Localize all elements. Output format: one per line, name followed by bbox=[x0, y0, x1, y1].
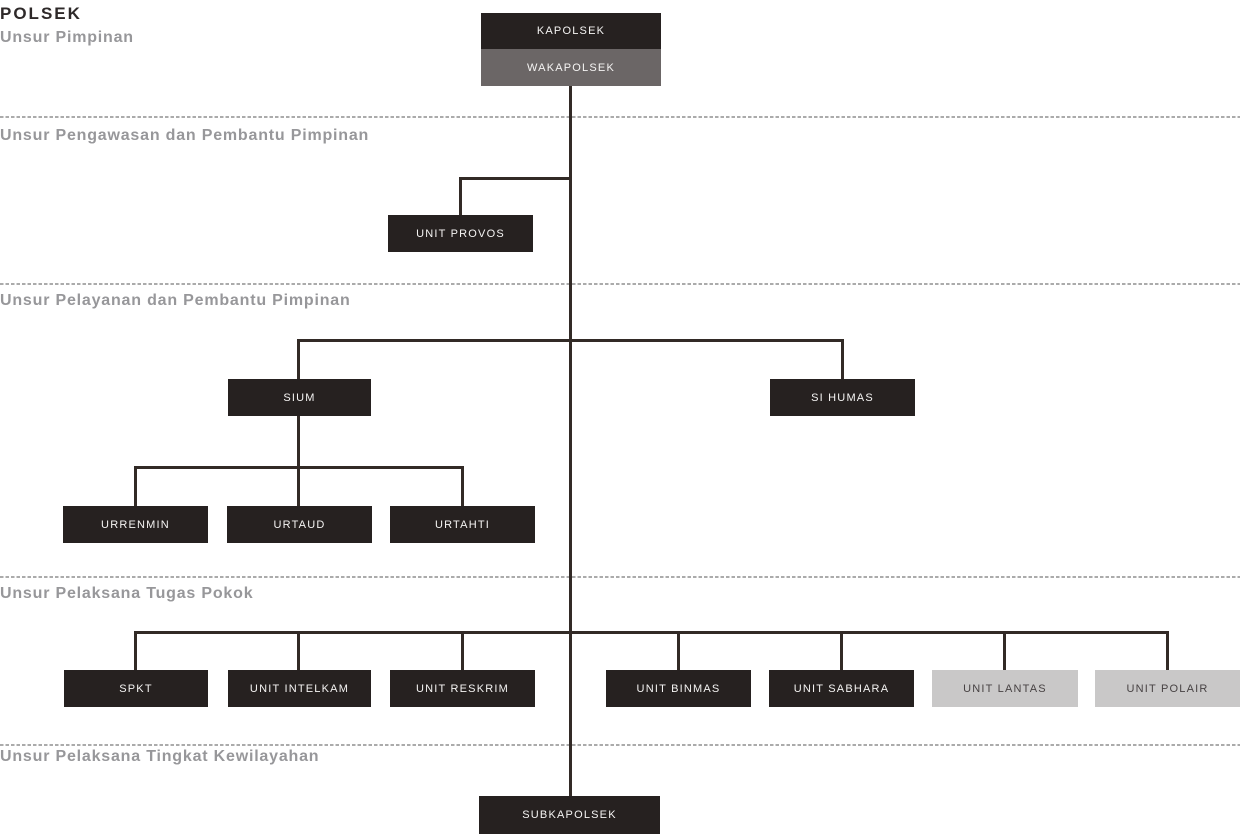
node-unit-lantas: UNIT LANTAS bbox=[932, 670, 1078, 707]
connector-row-tugas-pokok bbox=[134, 631, 1169, 634]
node-unit-reskrim: UNIT RESKRIM bbox=[390, 670, 535, 707]
node-unit-provos: UNIT PROVOS bbox=[388, 215, 533, 252]
node-unit-sabhara: UNIT SABHARA bbox=[769, 670, 914, 707]
section-divider-1 bbox=[0, 116, 1240, 118]
section-divider-2 bbox=[0, 283, 1240, 285]
node-urrenmin: URRENMIN bbox=[63, 506, 208, 543]
node-urtaud: URTAUD bbox=[227, 506, 372, 543]
node-unit-binmas: UNIT BINMAS bbox=[606, 670, 751, 707]
node-unit-intelkam: UNIT INTELKAM bbox=[228, 670, 371, 707]
connector-row-pelayanan bbox=[297, 339, 844, 342]
section-divider-4 bbox=[0, 744, 1240, 746]
connector-main-trunk bbox=[569, 86, 572, 796]
section-label-unsur-pelaksana: Unsur Pelaksana Tugas Pokok bbox=[0, 585, 254, 602]
section-label-unsur-kewilayahan: Unsur Pelaksana Tingkat Kewilayahan bbox=[0, 748, 320, 765]
node-subkapolsek: SUBKAPOLSEK bbox=[479, 796, 660, 834]
connector-urrenmin-drop bbox=[134, 466, 137, 506]
connector-provos-drop bbox=[459, 177, 462, 215]
connector-reskrim-drop bbox=[461, 631, 464, 670]
connector-binmas-drop bbox=[677, 631, 680, 670]
section-label-unsur-pengawasan: Unsur Pengawasan dan Pembantu Pimpinan bbox=[0, 127, 370, 144]
page-title: POLSEK bbox=[0, 4, 82, 23]
connector-polair-drop bbox=[1166, 631, 1169, 670]
connector-lantas-drop bbox=[1003, 631, 1006, 670]
connector-spkt-drop bbox=[134, 631, 137, 670]
section-divider-3 bbox=[0, 576, 1240, 578]
node-kapolsek: KAPOLSEK bbox=[481, 13, 661, 49]
connector-row-sium-children bbox=[134, 466, 464, 469]
node-si-humas: SI HUMAS bbox=[770, 379, 915, 416]
connector-intelkam-drop bbox=[297, 631, 300, 670]
node-wakapolsek: WAKAPOLSEK bbox=[481, 49, 661, 86]
node-spkt: SPKT bbox=[64, 670, 208, 707]
connector-sium-drop bbox=[297, 339, 300, 379]
connector-sabhara-drop bbox=[840, 631, 843, 670]
node-urtahti: URTAHTI bbox=[390, 506, 535, 543]
node-unit-polair: UNIT POLAIR bbox=[1095, 670, 1240, 707]
connector-sihumas-drop bbox=[841, 339, 844, 379]
connector-sium-stem bbox=[297, 416, 300, 506]
section-label-unsur-pimpinan: Unsur Pimpinan bbox=[0, 29, 134, 46]
connector-provos-horizontal bbox=[459, 177, 572, 180]
node-sium: SIUM bbox=[228, 379, 371, 416]
section-label-unsur-pelayanan: Unsur Pelayanan dan Pembantu Pimpinan bbox=[0, 292, 351, 309]
connector-urtahti-drop bbox=[461, 466, 464, 506]
